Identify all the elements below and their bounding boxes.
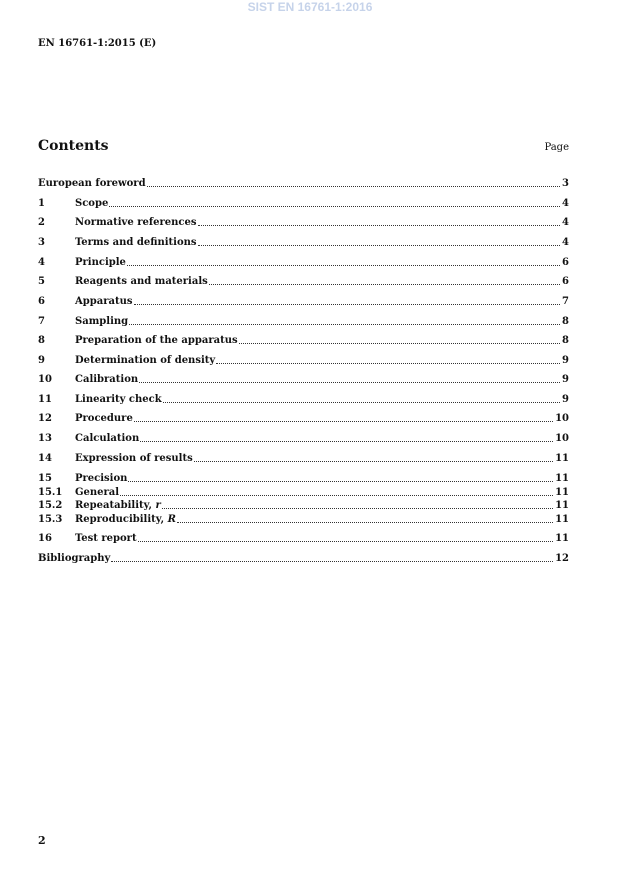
toc-entry-title-text: Expression of results bbox=[75, 453, 193, 464]
toc-entry-title[interactable] bbox=[75, 316, 128, 328]
toc-entry-title-text: Sampling bbox=[75, 316, 129, 327]
dot-leader bbox=[139, 381, 560, 383]
toc-entry-title[interactable] bbox=[75, 217, 197, 229]
toc-entry-number: 7 bbox=[38, 316, 45, 327]
toc-entry-title[interactable] bbox=[75, 335, 238, 347]
toc-entry-number: 15 bbox=[38, 473, 52, 484]
toc-entry-title[interactable] bbox=[75, 394, 162, 406]
toc-entry-page: 4 bbox=[562, 217, 569, 228]
toc-entry-title-text: Terms and definitions bbox=[75, 237, 197, 248]
toc-entry-title-text: Repeatability, bbox=[75, 500, 156, 511]
dot-leader bbox=[127, 264, 560, 266]
toc-entry[interactable] bbox=[38, 197, 569, 210]
toc-entry-title-text: Linearity check bbox=[75, 394, 162, 405]
toc-entry-number: 5 bbox=[38, 276, 45, 287]
dot-leader bbox=[198, 224, 561, 226]
toc-entry-number: 12 bbox=[38, 413, 52, 424]
toc-entry[interactable] bbox=[38, 177, 569, 190]
toc-entry-number: 4 bbox=[38, 257, 45, 268]
toc-entry-number: 6 bbox=[38, 296, 45, 307]
toc-entry-page: 10 bbox=[555, 413, 569, 424]
toc-entry-page: 11 bbox=[555, 487, 569, 498]
toc-entry-title[interactable] bbox=[38, 178, 146, 190]
toc-entry-title[interactable] bbox=[75, 413, 133, 425]
toc-entry-title-text: Reproducibility, bbox=[75, 514, 168, 525]
toc-entry[interactable] bbox=[38, 275, 569, 288]
toc-entry[interactable] bbox=[38, 373, 569, 386]
toc-entry-number: 14 bbox=[38, 453, 52, 464]
toc-entry-title[interactable] bbox=[75, 198, 108, 210]
toc-entry-number: 16 bbox=[38, 533, 52, 544]
toc-entry[interactable] bbox=[38, 532, 569, 545]
dot-leader bbox=[239, 342, 560, 344]
dot-leader bbox=[111, 560, 553, 562]
toc-entry-title-text: Normative references bbox=[75, 217, 197, 228]
toc-entry-title-text: Principle bbox=[75, 257, 126, 268]
toc-entry-page: 4 bbox=[562, 198, 569, 209]
toc-entry-page: 8 bbox=[562, 335, 569, 346]
toc-entry[interactable] bbox=[38, 499, 569, 512]
toc-entry[interactable] bbox=[38, 334, 569, 347]
toc-entry-number: 10 bbox=[38, 374, 52, 385]
page-column-label: Page bbox=[544, 142, 569, 153]
toc-entry-title-text: Scope bbox=[75, 198, 109, 209]
toc-entry-title-text: Precision bbox=[75, 473, 128, 484]
toc-entry-title-text: Bibliography bbox=[38, 553, 111, 564]
toc-entry-number: 3 bbox=[38, 237, 45, 248]
toc-entry-title[interactable] bbox=[75, 500, 161, 512]
toc-entry-page: 11 bbox=[555, 514, 569, 525]
toc-entry-number: 9 bbox=[38, 355, 45, 366]
dot-leader bbox=[138, 540, 554, 542]
toc-entry-number: 11 bbox=[38, 394, 52, 405]
toc-entry-page: 8 bbox=[562, 316, 569, 327]
toc-entry-title-text: Determination of density bbox=[75, 355, 216, 366]
toc-entry[interactable] bbox=[38, 472, 569, 485]
toc-entry-number: 8 bbox=[38, 335, 45, 346]
toc-entry-title-text: Calculation bbox=[75, 433, 140, 444]
toc-entry-title[interactable] bbox=[75, 433, 139, 445]
toc-entry-page: 4 bbox=[562, 237, 569, 248]
toc-entry-title-text: Procedure bbox=[75, 413, 133, 424]
dot-leader bbox=[128, 480, 553, 482]
contents-heading: Contents bbox=[38, 138, 109, 154]
dot-leader bbox=[162, 507, 553, 509]
toc-entry-title[interactable] bbox=[38, 553, 110, 565]
toc-entry-title-text: Calibration bbox=[75, 374, 139, 385]
dot-leader bbox=[140, 440, 553, 442]
toc-entry[interactable] bbox=[38, 256, 569, 269]
toc-entry-page: 9 bbox=[562, 355, 569, 366]
dot-leader bbox=[134, 420, 553, 422]
toc-entry-symbol: R bbox=[167, 514, 176, 525]
toc-entry-number: 15.1 bbox=[38, 487, 63, 498]
toc-entry-title[interactable] bbox=[75, 473, 127, 485]
toc-entry-title-text: General bbox=[75, 487, 120, 498]
toc-entry[interactable] bbox=[38, 432, 569, 445]
toc-entry-title[interactable] bbox=[75, 514, 176, 526]
toc-entry-title[interactable] bbox=[75, 237, 197, 249]
toc-entry-number: 1 bbox=[38, 198, 45, 209]
dot-leader bbox=[134, 303, 561, 305]
dot-leader bbox=[209, 283, 560, 285]
page-number: 2 bbox=[38, 834, 46, 847]
dot-leader bbox=[177, 521, 553, 523]
watermark-text: SIST EN 16761-1:2016 bbox=[247, 0, 373, 14]
toc-entry-number: 2 bbox=[38, 217, 45, 228]
toc-entry[interactable] bbox=[38, 236, 569, 249]
toc-entry-page: 3 bbox=[562, 178, 569, 189]
toc-entry-title[interactable] bbox=[75, 487, 119, 499]
toc-entry-title-text: Test report bbox=[75, 533, 137, 544]
toc-entry[interactable] bbox=[38, 552, 569, 565]
dot-leader bbox=[129, 323, 560, 325]
toc-entry[interactable] bbox=[38, 216, 569, 229]
dot-leader bbox=[194, 460, 553, 462]
toc-entry-number: 13 bbox=[38, 433, 52, 444]
toc-entry-page: 7 bbox=[562, 296, 569, 307]
toc-entry-page: 6 bbox=[562, 257, 569, 268]
toc-entry-title[interactable] bbox=[75, 296, 133, 308]
toc-entry-title-text: Preparation of the apparatus bbox=[75, 335, 238, 346]
toc-entry[interactable] bbox=[38, 452, 569, 465]
toc-entry-title[interactable] bbox=[75, 355, 215, 367]
dot-leader bbox=[120, 494, 553, 496]
toc-entry-title[interactable] bbox=[75, 276, 208, 288]
toc-entry[interactable] bbox=[38, 513, 569, 526]
toc-entry-page: 11 bbox=[555, 453, 569, 464]
toc-entry[interactable] bbox=[38, 295, 569, 308]
toc-entry-title[interactable] bbox=[75, 453, 193, 465]
toc-entry-page: 9 bbox=[562, 394, 569, 405]
dot-leader bbox=[109, 205, 560, 207]
toc-entry-title[interactable] bbox=[75, 374, 138, 386]
toc-entry-page: 11 bbox=[555, 473, 569, 484]
toc-entry-page: 10 bbox=[555, 433, 569, 444]
dot-leader bbox=[147, 185, 560, 187]
toc-entry-title-text: Apparatus bbox=[75, 296, 133, 307]
toc-entry[interactable] bbox=[38, 412, 569, 425]
toc-entry-page: 12 bbox=[555, 553, 569, 564]
dot-leader bbox=[163, 401, 560, 403]
dot-leader bbox=[216, 362, 560, 364]
toc-entry-page: 11 bbox=[555, 500, 569, 511]
toc-entry-page: 9 bbox=[562, 374, 569, 385]
toc-entry[interactable] bbox=[38, 315, 569, 328]
toc-entry-page: 11 bbox=[555, 533, 569, 544]
toc-entry-title-text: Reagents and materials bbox=[75, 276, 208, 287]
toc-entry-title[interactable] bbox=[75, 257, 126, 269]
toc-entry-page: 6 bbox=[562, 276, 569, 287]
toc-entry-title-text: European foreword bbox=[38, 178, 146, 189]
toc-entry-number: 15.2 bbox=[38, 500, 63, 511]
toc-entry[interactable] bbox=[38, 354, 569, 367]
toc-entry-number: 15.3 bbox=[38, 514, 63, 525]
dot-leader bbox=[198, 244, 561, 246]
toc-entry-title[interactable] bbox=[75, 533, 137, 545]
document-id: EN 16761-1:2015 (E) bbox=[38, 38, 157, 49]
toc-entry[interactable] bbox=[38, 486, 569, 499]
toc-entry-symbol: r bbox=[155, 500, 161, 511]
toc-entry[interactable] bbox=[38, 393, 569, 406]
